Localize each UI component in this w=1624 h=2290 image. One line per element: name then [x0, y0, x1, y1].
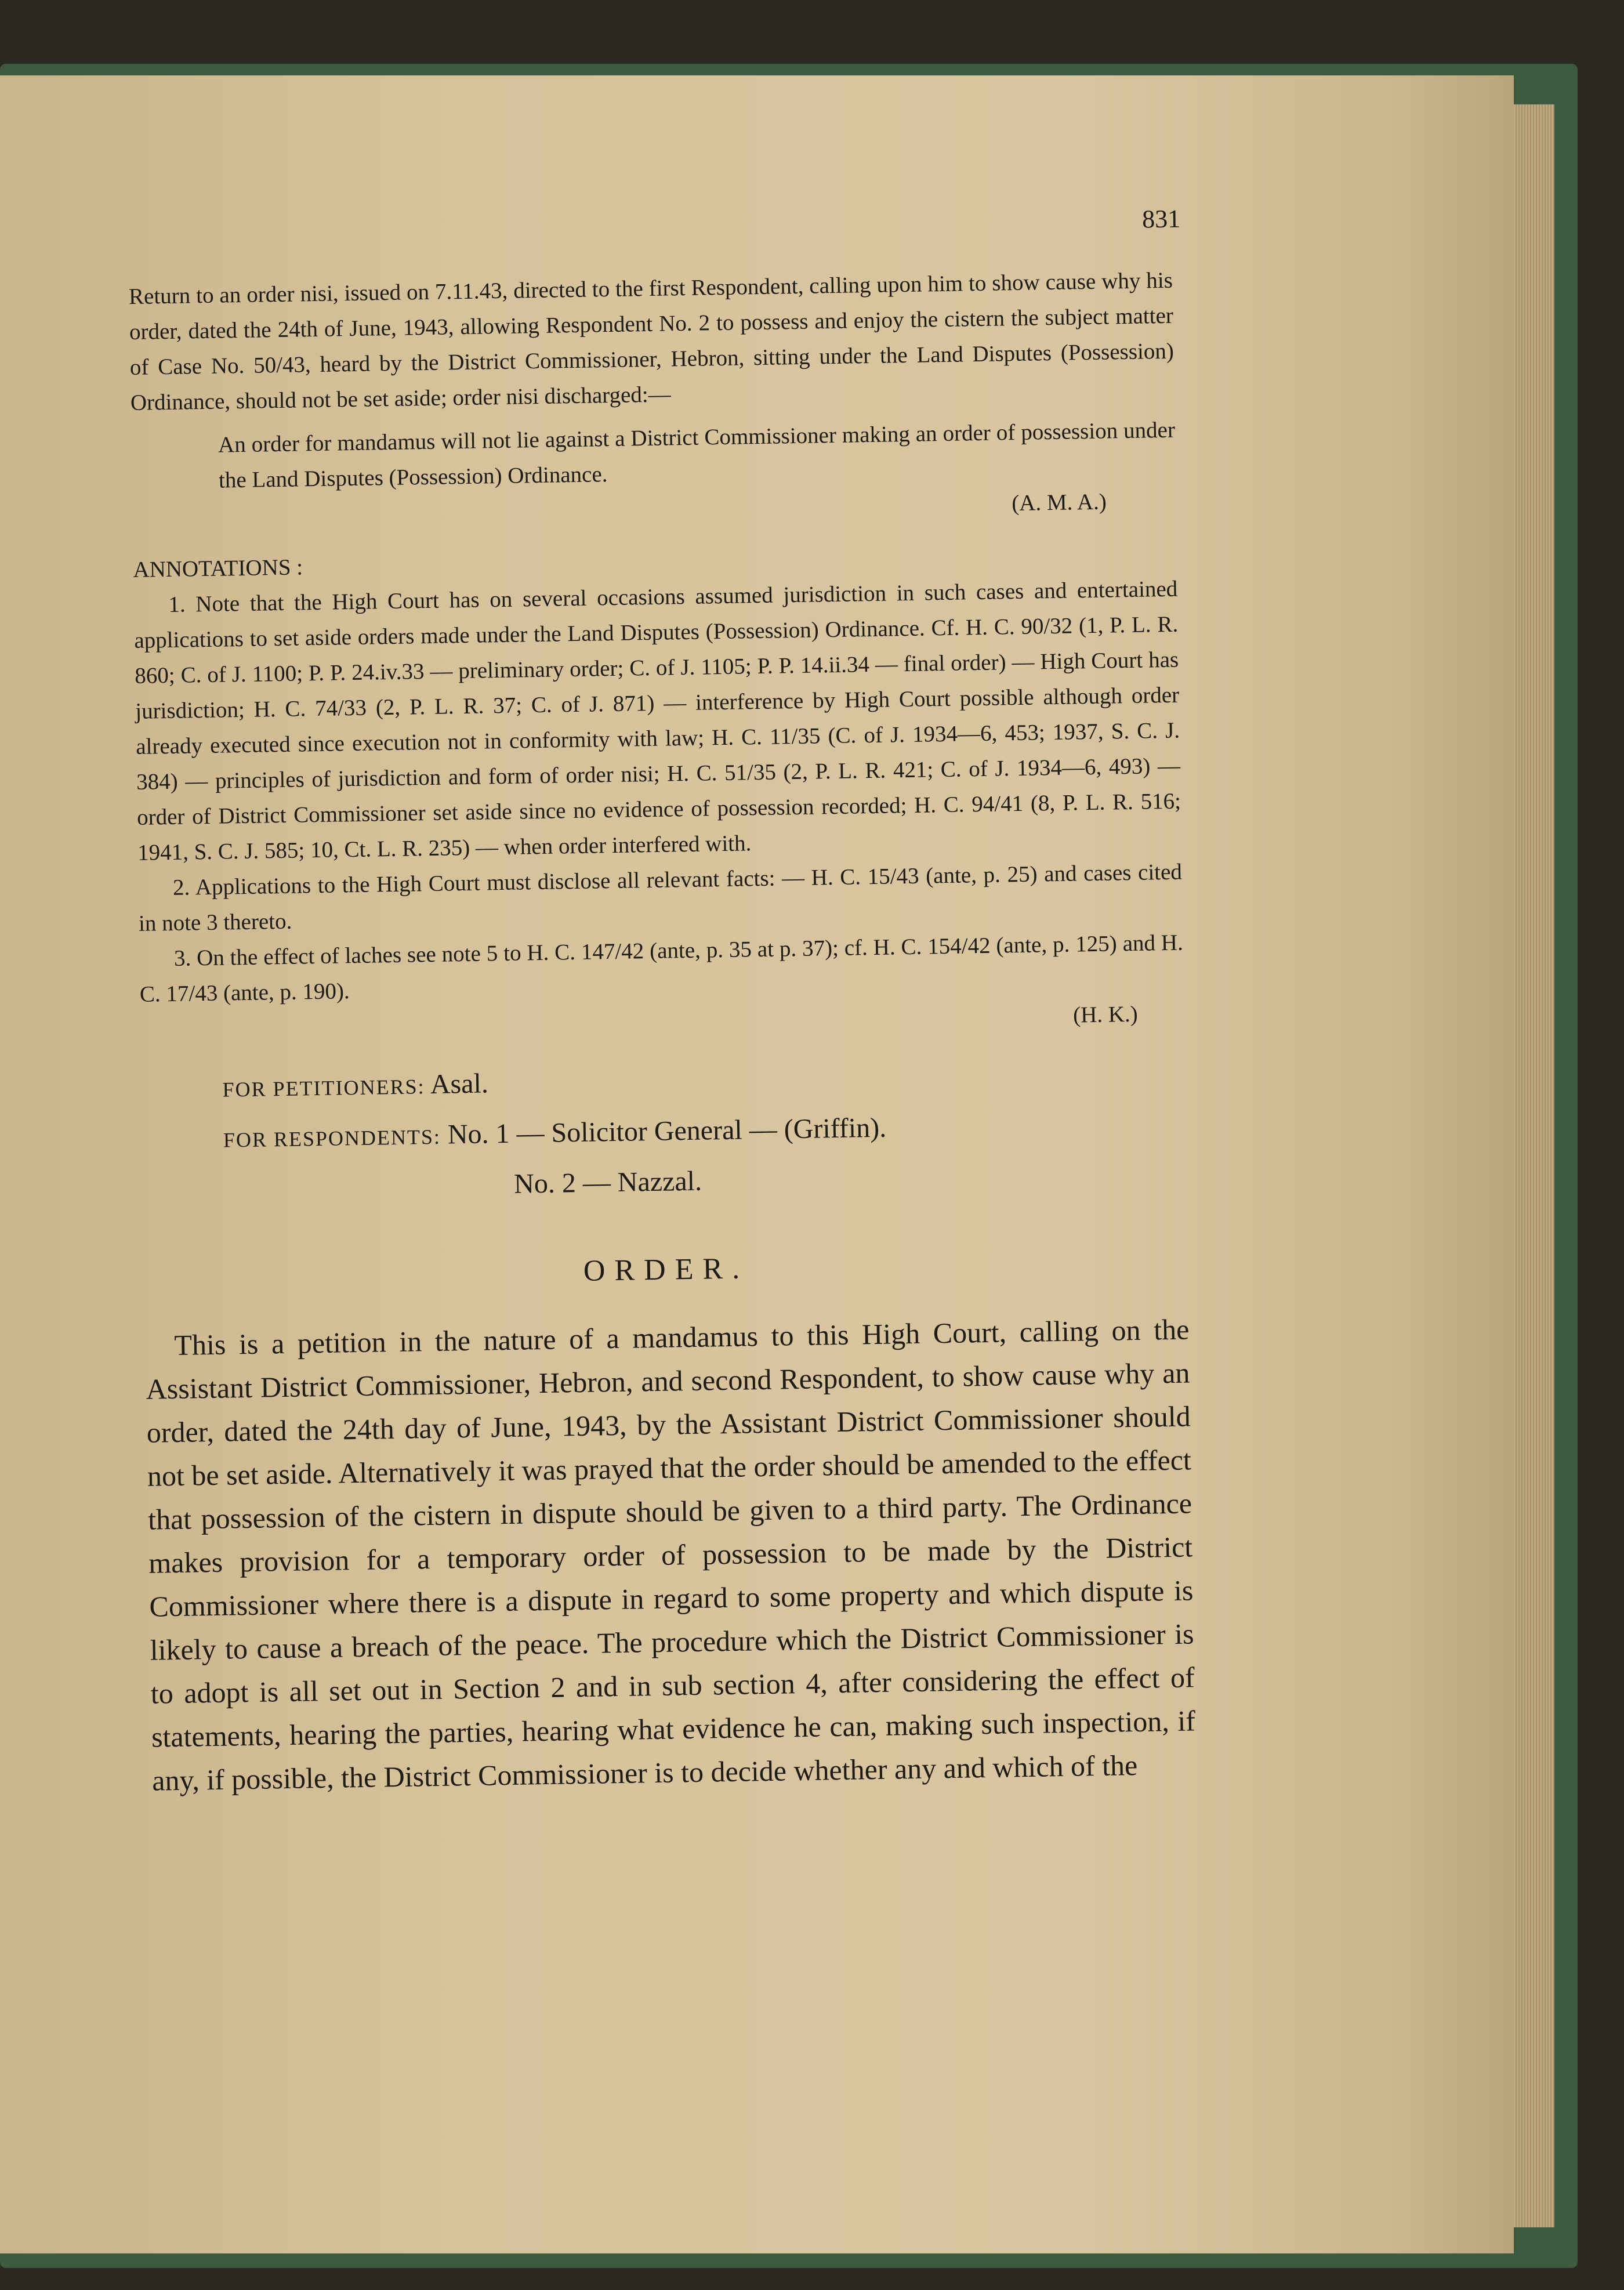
petitioners-label: FOR PETITIONERS: — [222, 1075, 425, 1101]
headnote-paragraph: Return to an order nisi, issued on 7.11.43, directed to the first Respondent, calling upon him to show cause why his order, dated the 24th of June, 1943, allowing Respondent No. 2 to possess and enjoy the cistern the subject matter of Case No. 50/43, heard by the District Commissioner, Hebron, sitting under the Land Disputes (Possession) Ordinance, should not be set aside; order nisi discharged:— — [128, 267, 1174, 415]
annotation-note-1: 1. Note that the High Court has on several occasions assumed jurisdiction in such cases and entertained applications to set aside orders made under the Land Disputes (Possession) Ordinance. Cf. H. C. 90/32 (1, P. L. R. 860; C. of J. 1100; P. P. 24.iv.33 — preliminary order; C. of J. 1105; P. P. 14.ii.34 — final order) — High Court has jurisdiction; H. C. 74/33 (2, P. L. R. 37; C. of J. 871) — interference by High Court possible although order already executed since execution not in conformity with law; H. C. 11/35 (C. of J. 1934—6, 453; 1937, S. C. J. 384) — principles of jurisdiction and form of order nisi; H. C. 51/35 (2, P. L. R. 421; C. of J. 1934—6, 493) — order of District Commissioner set aside since no evidence of possession recorded; H. C. 94/41 (8, P. L. R. 516; 1941, S. C. J. 585; 10, Ct. L. R. 235) — when order interfered with. — [134, 576, 1181, 865]
respondents-label: FOR RESPONDENTS: — [223, 1125, 441, 1152]
page-edges — [1514, 104, 1554, 2227]
annotation-note-2: 2. Applications to the High Court must disclose all relevant facts: — H. C. 15/43 (ante, p. 25) and cases cited in note 3 thereto. — [138, 859, 1183, 936]
headnote-holding: An order for mandamus will not lie against a District Commissioner making an order of possession under the Land Disputes (Possession) Ordinance. — [217, 417, 1176, 493]
order-heading: ORDER. — [583, 1252, 749, 1288]
book-page — [0, 75, 1514, 2253]
annotation-note-3: 3. On the effect of laches see note 5 to H. C. 147/42 (ante, p. 35 at p. 37); cf. H. C. 154/42 (ante, p. 125) and H. C. 17/43 (ante, p. 190). — [139, 930, 1184, 1007]
counsel-block — [141, 1049, 1187, 1215]
respondent-1-counsel: No. 1 — Solicitor General — (Griffin). — [447, 1112, 887, 1150]
annotations-heading: ANNOTATIONS : — [133, 555, 303, 582]
order-body: This is a petition in the nature of a mandamus to this High Court, calling on the Assistant District Commissioner, Hebron, and second Respondent, to show cause why an order, dated the 24th day of June, 1943, by the Assistant District Commissioner should not be set aside. Alternatively it was prayed that the order should be amended to the effect that possession of the cistern in dispute should be given to a third party. The Ordinance makes provision for a temporary order of possession to be made by the District Commissioner where there is a dispute in regard to some property and which dispute is likely to cause a breach of the peace. The procedure which the District Commissioner is to adopt is all set out in Section 2 and in sub section 4, after considering the effect of statements, hearing the parties, hearing what evidence he can, making such inspection, if any, if possible, the District Commissioner is to decide whether any and which of the — [146, 1313, 1196, 1797]
respondent-2-counsel: No. 2 — Nazzal. — [513, 1165, 702, 1200]
page-text-block — [128, 204, 1197, 1803]
headnote-initials: (A. M. A.) — [1011, 489, 1107, 516]
petitioners-counsel: Asal. — [430, 1068, 489, 1100]
annotations-initials: (H. K.) — [1072, 1001, 1139, 1028]
page-number: 831 — [1141, 204, 1181, 234]
